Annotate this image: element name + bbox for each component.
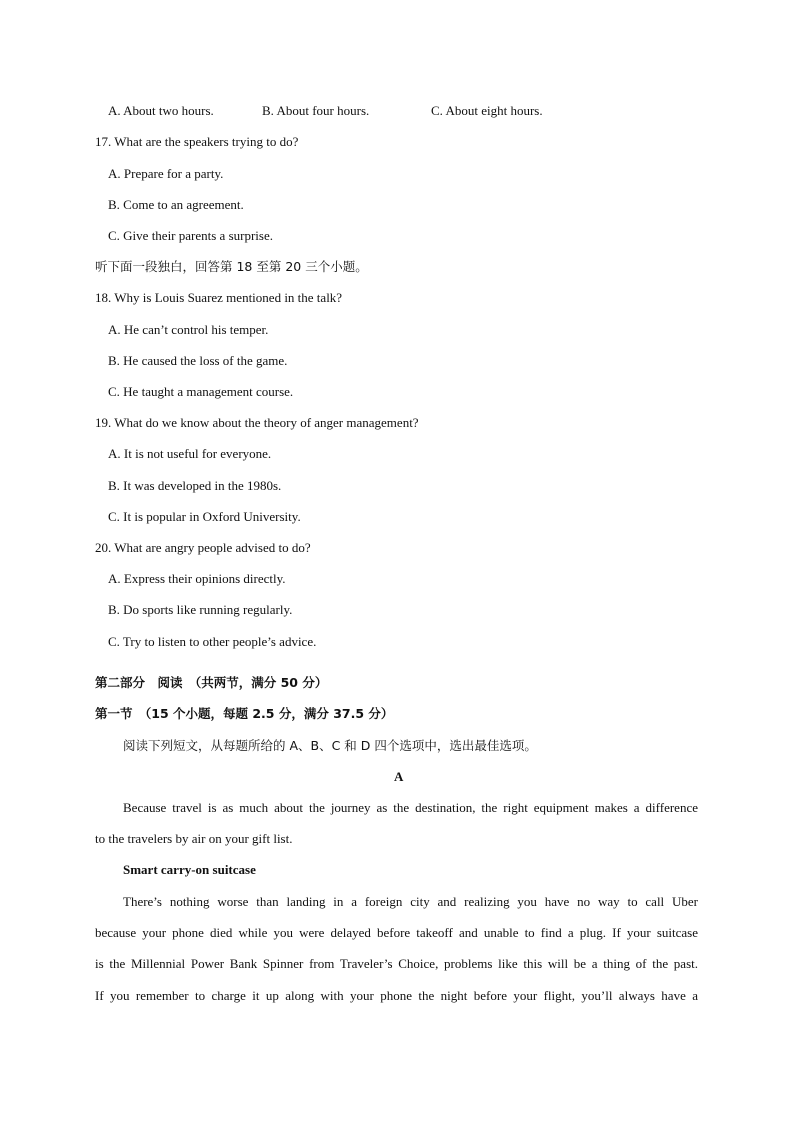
- q18-option-a: A. He can’t control his temper.: [108, 322, 269, 337]
- reading-instruction: 阅读下列短文，从每题所给的 A、B、C 和 D 四个选项中，选出最佳选项。: [123, 738, 537, 753]
- q17-option-c: C. Give their parents a surprise.: [108, 228, 273, 243]
- q19-option-a: A. It is not useful for everyone.: [108, 446, 272, 461]
- section1-heading: 第一节 （15 个小题，每题 2.5 分，满分 37.5 分）: [95, 706, 394, 721]
- q19-option-b: B. It was developed in the 1980s.: [108, 478, 282, 493]
- q20-option-b: B. Do sports like running regularly.: [108, 602, 293, 617]
- q19-question: 19. What do we know about the theory of anger management?: [95, 415, 419, 430]
- q17-option-b: B. Come to an agreement.: [108, 197, 244, 212]
- passage-p2-line4: If you remember to charge it up along with your phone the night before your flight, you’ll always have a: [95, 988, 698, 1003]
- passage-p2-line3: is the Millennial Power Bank Spinner from Traveler’s Choice, problems like this will be a thing of the past.: [95, 956, 698, 971]
- passage-subheading: Smart carry-on suitcase: [123, 862, 256, 877]
- passage-p2-line2: because your phone died while you were delayed before takeoff and unable to find a plug. If your suitcase: [95, 925, 698, 940]
- part2-heading: 第二部分 阅读 （共两节，满分 50 分）: [95, 675, 328, 690]
- q20-question: 20. What are angry people advised to do?: [95, 540, 311, 555]
- q16-option-c: C. About eight hours.: [431, 103, 543, 118]
- passage-p1-line1: Because travel is as much about the journey as the destination, the right equipment makes a difference: [123, 800, 698, 815]
- q17-option-a: A. Prepare for a party.: [108, 166, 224, 181]
- q18-question: 18. Why is Louis Suarez mentioned in the talk?: [95, 290, 343, 305]
- q18-option-b: B. He caused the loss of the game.: [108, 353, 288, 368]
- q20-option-c: C. Try to listen to other people’s advice.: [108, 634, 317, 649]
- passage-label: A: [394, 769, 404, 784]
- q18-option-c: C. He taught a management course.: [108, 384, 294, 399]
- q17-question: 17. What are the speakers trying to do?: [95, 134, 299, 149]
- q16-option-b: B. About four hours.: [262, 103, 370, 118]
- passage-p2-line1: There’s nothing worse than landing in a foreign city and realizing you have no way to call Uber: [123, 894, 698, 909]
- passage-p1-line2: to the travelers by air on your gift list.: [95, 831, 293, 846]
- q19-option-c: C. It is popular in Oxford University.: [108, 509, 301, 524]
- q20-option-a: A. Express their opinions directly.: [108, 571, 286, 586]
- listening-instruction: 听下面一段独白，回答第 18 至第 20 三个小题。: [95, 259, 368, 274]
- q16-option-a: A. About two hours.: [108, 103, 214, 118]
